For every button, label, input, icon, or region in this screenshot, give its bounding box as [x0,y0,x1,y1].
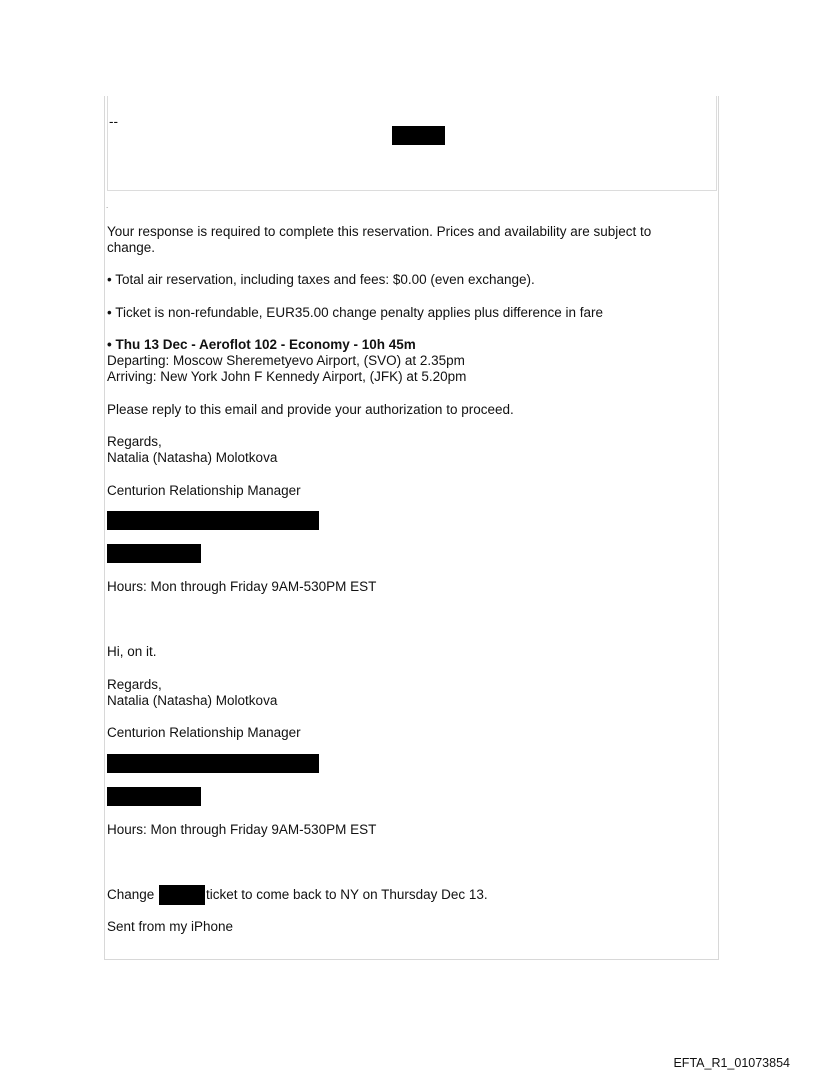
redaction-block [107,544,201,563]
signature2-regards: Regards, [107,677,162,692]
separator-dot: . [106,201,109,210]
signature2-name: Natalia (Natasha) Molotkova [107,693,278,708]
reply-request: Please reply to this email and provide your authorization to proceed. [107,402,514,417]
signature1-title: Centurion Relationship Manager [107,483,301,498]
signature2-hours: Hours: Mon through Friday 9AM-530PM EST [107,822,377,837]
signature1-name: Natalia (Natasha) Molotkova [107,450,278,465]
bullet-ticket-policy: • Ticket is non-refundable, EUR35.00 change penalty applies plus difference in fare [107,305,604,320]
flight-heading: • Thu 13 Dec - Aeroflot 102 - Economy - 10h 45m [107,337,416,352]
signature2-title: Centurion Relationship Manager [107,725,301,740]
signature1-regards: Regards, [107,434,162,449]
document-id: EFTA_R1_01073854 [673,1056,790,1070]
change-request-before: Change [107,887,155,902]
redaction-block [159,885,205,905]
flight-arriving: Arriving: New York John F Kennedy Airport, (JFK) at 5.20pm [107,369,467,384]
quoted-signature-dashes: -- [109,114,118,129]
redaction-block [107,787,201,806]
response-text-line2: change. [107,240,156,255]
redaction-block [392,126,445,145]
bullet-air-reservation: • Total air reservation, including taxes and fees: $0.00 (even exchange). [107,272,535,287]
signature1-hours: Hours: Mon through Friday 9AM-530PM EST [107,579,377,594]
redaction-block [107,754,319,773]
response-text-line1: Your response is required to complete this reservation. Prices and availability are subject to [107,224,652,239]
redaction-block [107,511,319,530]
flight-departing: Departing: Moscow Sheremetyevo Airport, (SVO) at 2.35pm [107,353,465,368]
change-request-after: ticket to come back to NY on Thursday Dec 13. [206,887,488,902]
reply-hi: Hi, on it. [107,644,157,659]
sent-from: Sent from my iPhone [107,919,234,934]
